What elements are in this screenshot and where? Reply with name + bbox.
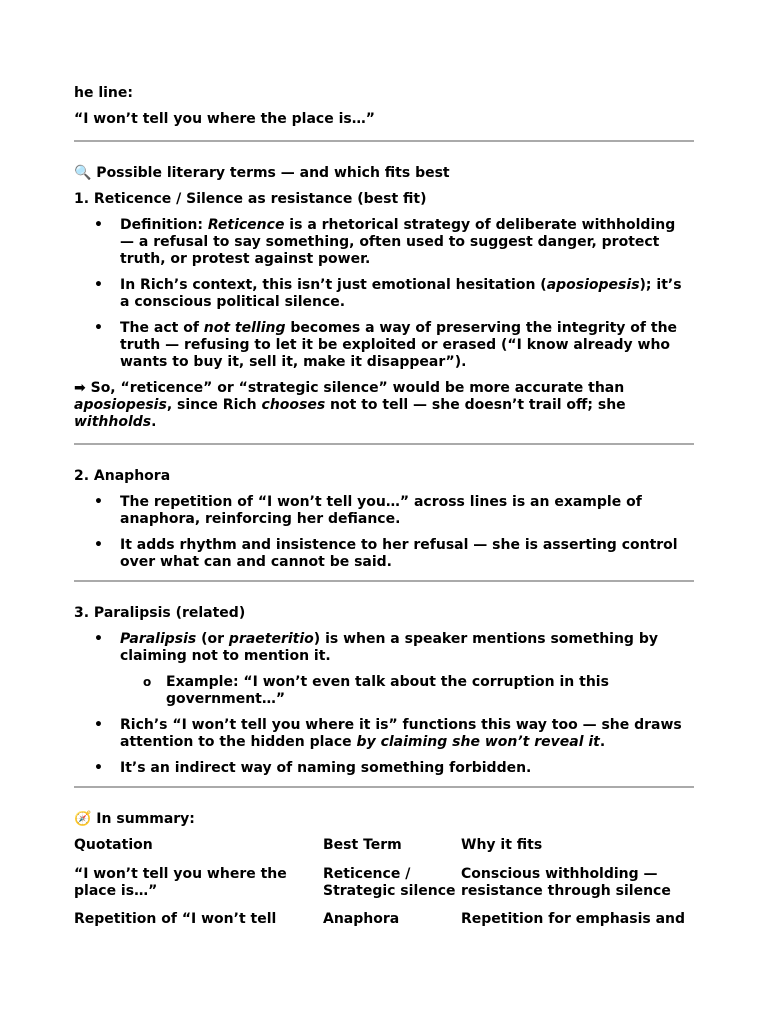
list-item: • It’s an indirect way of naming something forbidden.	[74, 760, 694, 777]
section-2-list	[74, 494, 694, 571]
sub-list-item: o Example: “I won’t even talk about the corruption in this government…”	[120, 674, 694, 708]
list-item: • The repetition of “I won’t tell you…” across lines is an example of anaphora, reinforcing her defiance.	[74, 494, 694, 528]
table-header-row	[74, 837, 694, 866]
sub-list	[120, 674, 694, 708]
table-row	[74, 866, 694, 911]
section-1-title: 1. Reticence / Silence as resistance (best fit)	[74, 191, 427, 207]
table-cell: Conscious withholding — resistance through silence	[461, 866, 671, 899]
list-item: • It adds rhythm and insistence to her refusal — she is asserting control over what can and cannot be said.	[74, 537, 694, 571]
list-item: • The act of not telling becomes a way of preserving the integrity of the truth — refusing to let it be exploited or erased (“I know already who wants to buy it, sell it, make it disappear”).	[74, 320, 694, 371]
table-cell: Repetition for emphasis and	[461, 911, 686, 927]
section-1-list	[74, 217, 694, 371]
table-cell: “I won’t tell you where the place is…”	[74, 866, 287, 899]
table-cell: Reticence / Strategic silence	[323, 866, 456, 899]
divider	[74, 443, 694, 445]
column-header: Why it fits	[461, 837, 543, 853]
section-3-title: 3. Paralipsis (related)	[74, 605, 246, 621]
intro-quote: “I won’t tell you where the place is…”	[74, 111, 375, 127]
intro-label: he line:	[74, 85, 133, 101]
summary-title: 🧭 In summary:	[74, 811, 195, 827]
section-3-list	[74, 631, 694, 777]
terms-heading: 🔍 Possible literary terms — and which fits best	[74, 165, 450, 181]
table-row	[74, 911, 694, 939]
divider	[74, 786, 694, 788]
table-cell: Repetition of “I won’t tell	[74, 911, 277, 927]
list-item: • Paralipsis (or praeteritio) is when a speaker mentions something by claiming not to mention it. o Example: “I won’t even talk about the corruption in this government…”	[74, 631, 694, 708]
divider	[74, 580, 694, 582]
column-header: Quotation	[74, 837, 153, 853]
list-item: • In Rich’s context, this isn’t just emotional hesitation (aposiopesis); it’s a conscious political silence.	[74, 277, 694, 311]
divider	[74, 140, 694, 142]
conclusion-note: ➡ So, “reticence” or “strategic silence” would be more accurate than aposiopesis, since Rich chooses not to tell — she doesn’t trail off; she withholds.	[74, 380, 626, 430]
table-cell: Anaphora	[323, 911, 400, 927]
list-item: • Definition: Reticence is a rhetorical strategy of deliberate withholding — a refusal to say something, often used to suggest danger, protect truth, or protest against power.	[74, 217, 694, 268]
section-2-title: 2. Anaphora	[74, 468, 171, 484]
summary-table	[74, 837, 694, 939]
column-header: Best Term	[323, 837, 402, 853]
list-item: • Rich’s “I won’t tell you where it is” functions this way too — she draws attention to the hidden place by claiming she won’t reveal it.	[74, 717, 694, 751]
